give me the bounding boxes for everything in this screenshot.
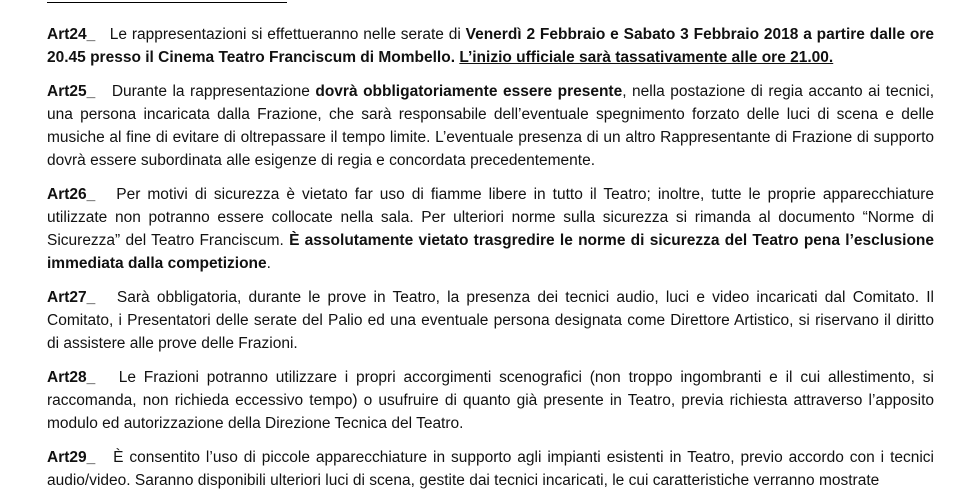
article-text: . [266,255,271,272]
article-text: Per motivi di sicurezza è vietato far uso di fiamme libere in tutto il Teatro; inoltre, tutte le proprie apparecchiature utilizzate non potranno essere collocate nella sala. Per ulteriori norme sulla sicurezza si rimanda al documento “Norme di Sicurezza” del Teatro Franciscum. [47,186,934,249]
article-number: Art24_ [47,26,96,43]
article-number: Art25_ [47,83,96,100]
article-25 [47,80,934,172]
article-number: Art28_ [47,369,96,386]
article-29 [47,446,934,492]
article-28 [47,366,934,435]
article-number: Art29_ [47,449,96,466]
article-number: Art26_ [47,186,96,203]
article-number: Art27_ [47,289,96,306]
article-list [47,23,934,500]
article-text: È consentito l’uso di piccole apparecchiature in supporto agli impianti esistenti in Teatro, previo accordo con i tecnici audio/video. Saranno disponibili ulteriori luci di scena, gestite dai tecnici incaricati, le cui caratteristiche verranno mostrate [47,449,934,489]
article-text-bold: Venerdì 2 Febbraio e Sabato 3 Febbraio 2018 a partire dalle ore 20.45 presso il Cinema Teatro Franciscum di Mombello. [47,26,935,66]
article-text-bold: dovrà obbligatoriamente essere presente [315,83,623,100]
article-text: Le Frazioni potranno utilizzare i propri accorgimenti scenografici (non troppo ingombranti e il cui allestimento, si raccomanda, non richieda eccessivo tempo) o usufruire di quanto già presente in Teatro, previa richiesta attraverso l’apposito modulo ed autorizzazione della Direzione Tecnica del Teatro. [47,369,934,432]
article-27 [47,286,934,355]
article-text: , nella postazione di regia accanto ai tecnici, una persona incaricata dalla Frazione, che sarà responsabile dell’eventuale spegnimento forzato delle luci di scena e delle musiche al fine di evitare di oltrepassare il tempo limite. L’eventuale presenza di un altro Rappresentante di Frazione di supporto dovrà essere subordinata alle esigenze di regia e concordata precedentemente. [47,83,935,169]
top-divider [47,2,287,3]
article-text-bold: È assolutamente vietato trasgredire le norme di sicurezza del Teatro pena l’esclusione immediata dalla competizione [47,232,934,272]
article-text-bold-underline: L’inizio ufficiale sarà tassativamente alle ore 21.00. [459,49,834,66]
article-24 [47,23,934,69]
article-text: Durante la rappresentazione [111,83,316,100]
article-text: Sarà obbligatoria, durante le prove in Teatro, la presenza dei tecnici audio, luci e video incaricati dal Comitato. Il Comitato, i Presentatori delle serate del Palio ed una eventuale persona designata come Direttore Artistico, si riservano il diritto di assistere alle prove delle Frazioni. [47,289,934,352]
article-text: Le rappresentazioni si effettueranno nelle serate di [109,26,466,43]
article-26 [47,183,934,275]
